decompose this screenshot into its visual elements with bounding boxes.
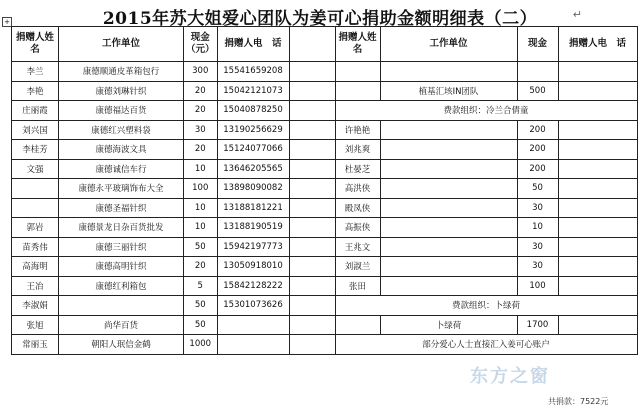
- gap-cell: [289, 198, 335, 218]
- cash-amount: 20: [184, 140, 218, 160]
- donor-name: 庄丽霞: [12, 101, 59, 121]
- table-row: [12, 335, 638, 355]
- donor-name: 张田: [335, 276, 380, 296]
- work-unit: 尚华百货: [59, 315, 184, 335]
- table-row: [12, 198, 638, 218]
- donor-phone: 15301073626: [217, 296, 289, 316]
- cash-amount: 30: [517, 257, 558, 277]
- donor-phone: [558, 120, 637, 140]
- donor-phone: [558, 198, 637, 218]
- table-row: [12, 179, 638, 199]
- work-unit: [380, 218, 517, 238]
- gap-cell: [289, 27, 335, 62]
- donor-phone: 13188181221: [217, 198, 289, 218]
- donor-phone: [558, 62, 637, 82]
- table-row: [12, 120, 638, 140]
- donor-name: 李兰: [12, 62, 59, 82]
- work-unit: 康德刘琳针织: [59, 81, 184, 101]
- donor-phone: 13188190519: [217, 218, 289, 238]
- cash-amount: 5: [184, 276, 218, 296]
- table-row: [12, 237, 638, 257]
- cash-amount: 20: [184, 257, 218, 277]
- table-row: [12, 81, 638, 101]
- donor-phone: 15124077066: [217, 140, 289, 160]
- cash-amount: 50: [184, 296, 218, 316]
- donor-name: [12, 198, 59, 218]
- work-unit: [380, 198, 517, 218]
- work-unit: 卜绿荷: [380, 315, 517, 335]
- donor-name: [335, 62, 380, 82]
- donor-name: 王兆文: [335, 237, 380, 257]
- cash-amount: 10: [184, 218, 218, 238]
- work-unit: [380, 120, 517, 140]
- cash-amount: 10: [184, 198, 218, 218]
- work-unit: 康德景龙日杂百货批发: [59, 218, 184, 238]
- donor-name: 刘淑兰: [335, 257, 380, 277]
- donor-phone: 13050918010: [217, 257, 289, 277]
- header-phone: 捐赠人电 话: [558, 27, 637, 62]
- donor-phone: 15042121073: [217, 81, 289, 101]
- donor-phone: [558, 159, 637, 179]
- donor-phone: [558, 237, 637, 257]
- table-row: [12, 140, 638, 160]
- header-amount: 现金: [517, 27, 558, 62]
- header-unit: 工作单位: [59, 27, 184, 62]
- page-title: 2015年苏大姐爱心团队为姜可心捐助金额明细表（二）: [102, 9, 538, 29]
- donor-name: [335, 315, 380, 335]
- donor-name: 刘兴国: [12, 120, 59, 140]
- table-row: [12, 296, 638, 316]
- donor-phone: 13898090082: [217, 179, 289, 199]
- donor-phone: [558, 257, 637, 277]
- cash-amount: 200: [517, 140, 558, 160]
- cash-amount: 20: [184, 101, 218, 121]
- work-unit: 康德三丽针织: [59, 237, 184, 257]
- donor-name: 王冶: [12, 276, 59, 296]
- donor-phone: [558, 81, 637, 101]
- work-unit: [380, 257, 517, 277]
- header-donor: 捐赠人姓 名: [12, 27, 59, 62]
- gap-cell: [289, 237, 335, 257]
- cash-amount: [517, 62, 558, 82]
- header-amount: 现金（元）: [184, 27, 218, 62]
- work-unit: 康德永平玻璃饰布大全: [59, 179, 184, 199]
- donor-name: 李桂芳: [12, 140, 59, 160]
- cash-amount: 500: [517, 81, 558, 101]
- group-note: 费款组织：卜绿荷: [335, 296, 637, 316]
- work-unit: 康德诚信车行: [59, 159, 184, 179]
- cash-amount: 1000: [184, 335, 218, 355]
- work-unit: [380, 62, 517, 82]
- cash-amount: 200: [517, 120, 558, 140]
- work-unit: [380, 237, 517, 257]
- table-row: [12, 276, 638, 296]
- donor-phone: 15942197773: [217, 237, 289, 257]
- cash-amount: 30: [184, 120, 218, 140]
- watermark: 东方之窗: [470, 366, 550, 387]
- cash-amount: 200: [517, 159, 558, 179]
- cash-amount: 50: [517, 179, 558, 199]
- table-row: [12, 159, 638, 179]
- gap-cell: [289, 81, 335, 101]
- donor-name: 许艳艳: [335, 120, 380, 140]
- work-unit: [380, 159, 517, 179]
- donor-phone: 15541659208: [217, 62, 289, 82]
- gap-cell: [289, 218, 335, 238]
- work-unit: [59, 296, 184, 316]
- work-unit: 朝阳人珉信金鹤: [59, 335, 184, 355]
- header-donor: 捐赠人姓 名: [335, 27, 380, 62]
- donor-name: 杜晏芝: [335, 159, 380, 179]
- group-note: 部分爱心人士直接汇入姜可心账户: [335, 335, 637, 355]
- header-phone: 捐赠人电 话: [217, 27, 289, 62]
- table-row: [12, 101, 638, 121]
- donor-phone: 13190256629: [217, 120, 289, 140]
- work-unit: 康德圣福针织: [59, 198, 184, 218]
- donor-phone: [558, 315, 637, 335]
- donor-phone: [558, 276, 637, 296]
- total-amount: 共捐款：7522元: [548, 397, 609, 406]
- work-unit: [380, 276, 517, 296]
- work-unit: 植基汇垓IN团队: [380, 81, 517, 101]
- work-unit: 康德顺通皮革箱包行: [59, 62, 184, 82]
- donor-name: 郭岩: [12, 218, 59, 238]
- table-row: [12, 257, 638, 277]
- cash-amount: 20: [184, 81, 218, 101]
- cash-amount: 1700: [517, 315, 558, 335]
- donation-table: [11, 26, 638, 355]
- donor-name: 张旭: [12, 315, 59, 335]
- gap-cell: [289, 62, 335, 82]
- cash-amount: 30: [517, 237, 558, 257]
- gap-cell: [289, 296, 335, 316]
- cash-amount: 100: [517, 276, 558, 296]
- gap-cell: [289, 179, 335, 199]
- work-unit: 康德福达百货: [59, 101, 184, 121]
- table-header-row: [12, 27, 638, 62]
- donor-phone: 13646205565: [217, 159, 289, 179]
- donor-name: 殿凤侠: [335, 198, 380, 218]
- donor-name: 常丽玉: [12, 335, 59, 355]
- group-note: 费款组织：冷兰合倩童: [335, 101, 637, 121]
- cash-amount: 100: [184, 179, 218, 199]
- donor-name: 李淑娟: [12, 296, 59, 316]
- work-unit: 康德红利箱包: [59, 276, 184, 296]
- donor-name: 文强: [12, 159, 59, 179]
- gap-cell: [289, 315, 335, 335]
- cash-amount: 10: [517, 218, 558, 238]
- work-unit: 康德高明针织: [59, 257, 184, 277]
- donor-name: [12, 179, 59, 199]
- gap-cell: [289, 120, 335, 140]
- gap-cell: [289, 257, 335, 277]
- donor-name: 高海明: [12, 257, 59, 277]
- donor-name: 高洪侠: [335, 179, 380, 199]
- work-unit: [380, 140, 517, 160]
- cash-amount: 30: [517, 198, 558, 218]
- donor-phone: [217, 335, 289, 355]
- donor-name: 苗秀伟: [12, 237, 59, 257]
- donor-name: 李艳: [12, 81, 59, 101]
- donor-name: 刘兆爽: [335, 140, 380, 160]
- donor-phone: [558, 140, 637, 160]
- donor-phone: 15040878250: [217, 101, 289, 121]
- return-mark-icon: ↵: [572, 8, 582, 21]
- table-row: [12, 315, 638, 335]
- work-unit: [380, 179, 517, 199]
- table-anchor-icon: +: [2, 17, 12, 27]
- work-unit: 康德海波文具: [59, 140, 184, 160]
- gap-cell: [289, 140, 335, 160]
- cash-amount: 300: [184, 62, 218, 82]
- table-row: [12, 218, 638, 238]
- donor-phone: [217, 315, 289, 335]
- cash-amount: 50: [184, 315, 218, 335]
- cash-amount: 50: [184, 237, 218, 257]
- work-unit: 康德红兴塑料袋: [59, 120, 184, 140]
- donor-name: 高振侠: [335, 218, 380, 238]
- gap-cell: [289, 101, 335, 121]
- cash-amount: 10: [184, 159, 218, 179]
- table-row: [12, 62, 638, 82]
- gap-cell: [289, 276, 335, 296]
- gap-cell: [289, 335, 335, 355]
- gap-cell: [289, 159, 335, 179]
- donor-phone: 15842128222: [217, 276, 289, 296]
- donor-phone: [558, 179, 637, 199]
- donor-name: [335, 81, 380, 101]
- header-unit: 工作单位: [380, 27, 517, 62]
- donor-phone: [558, 218, 637, 238]
